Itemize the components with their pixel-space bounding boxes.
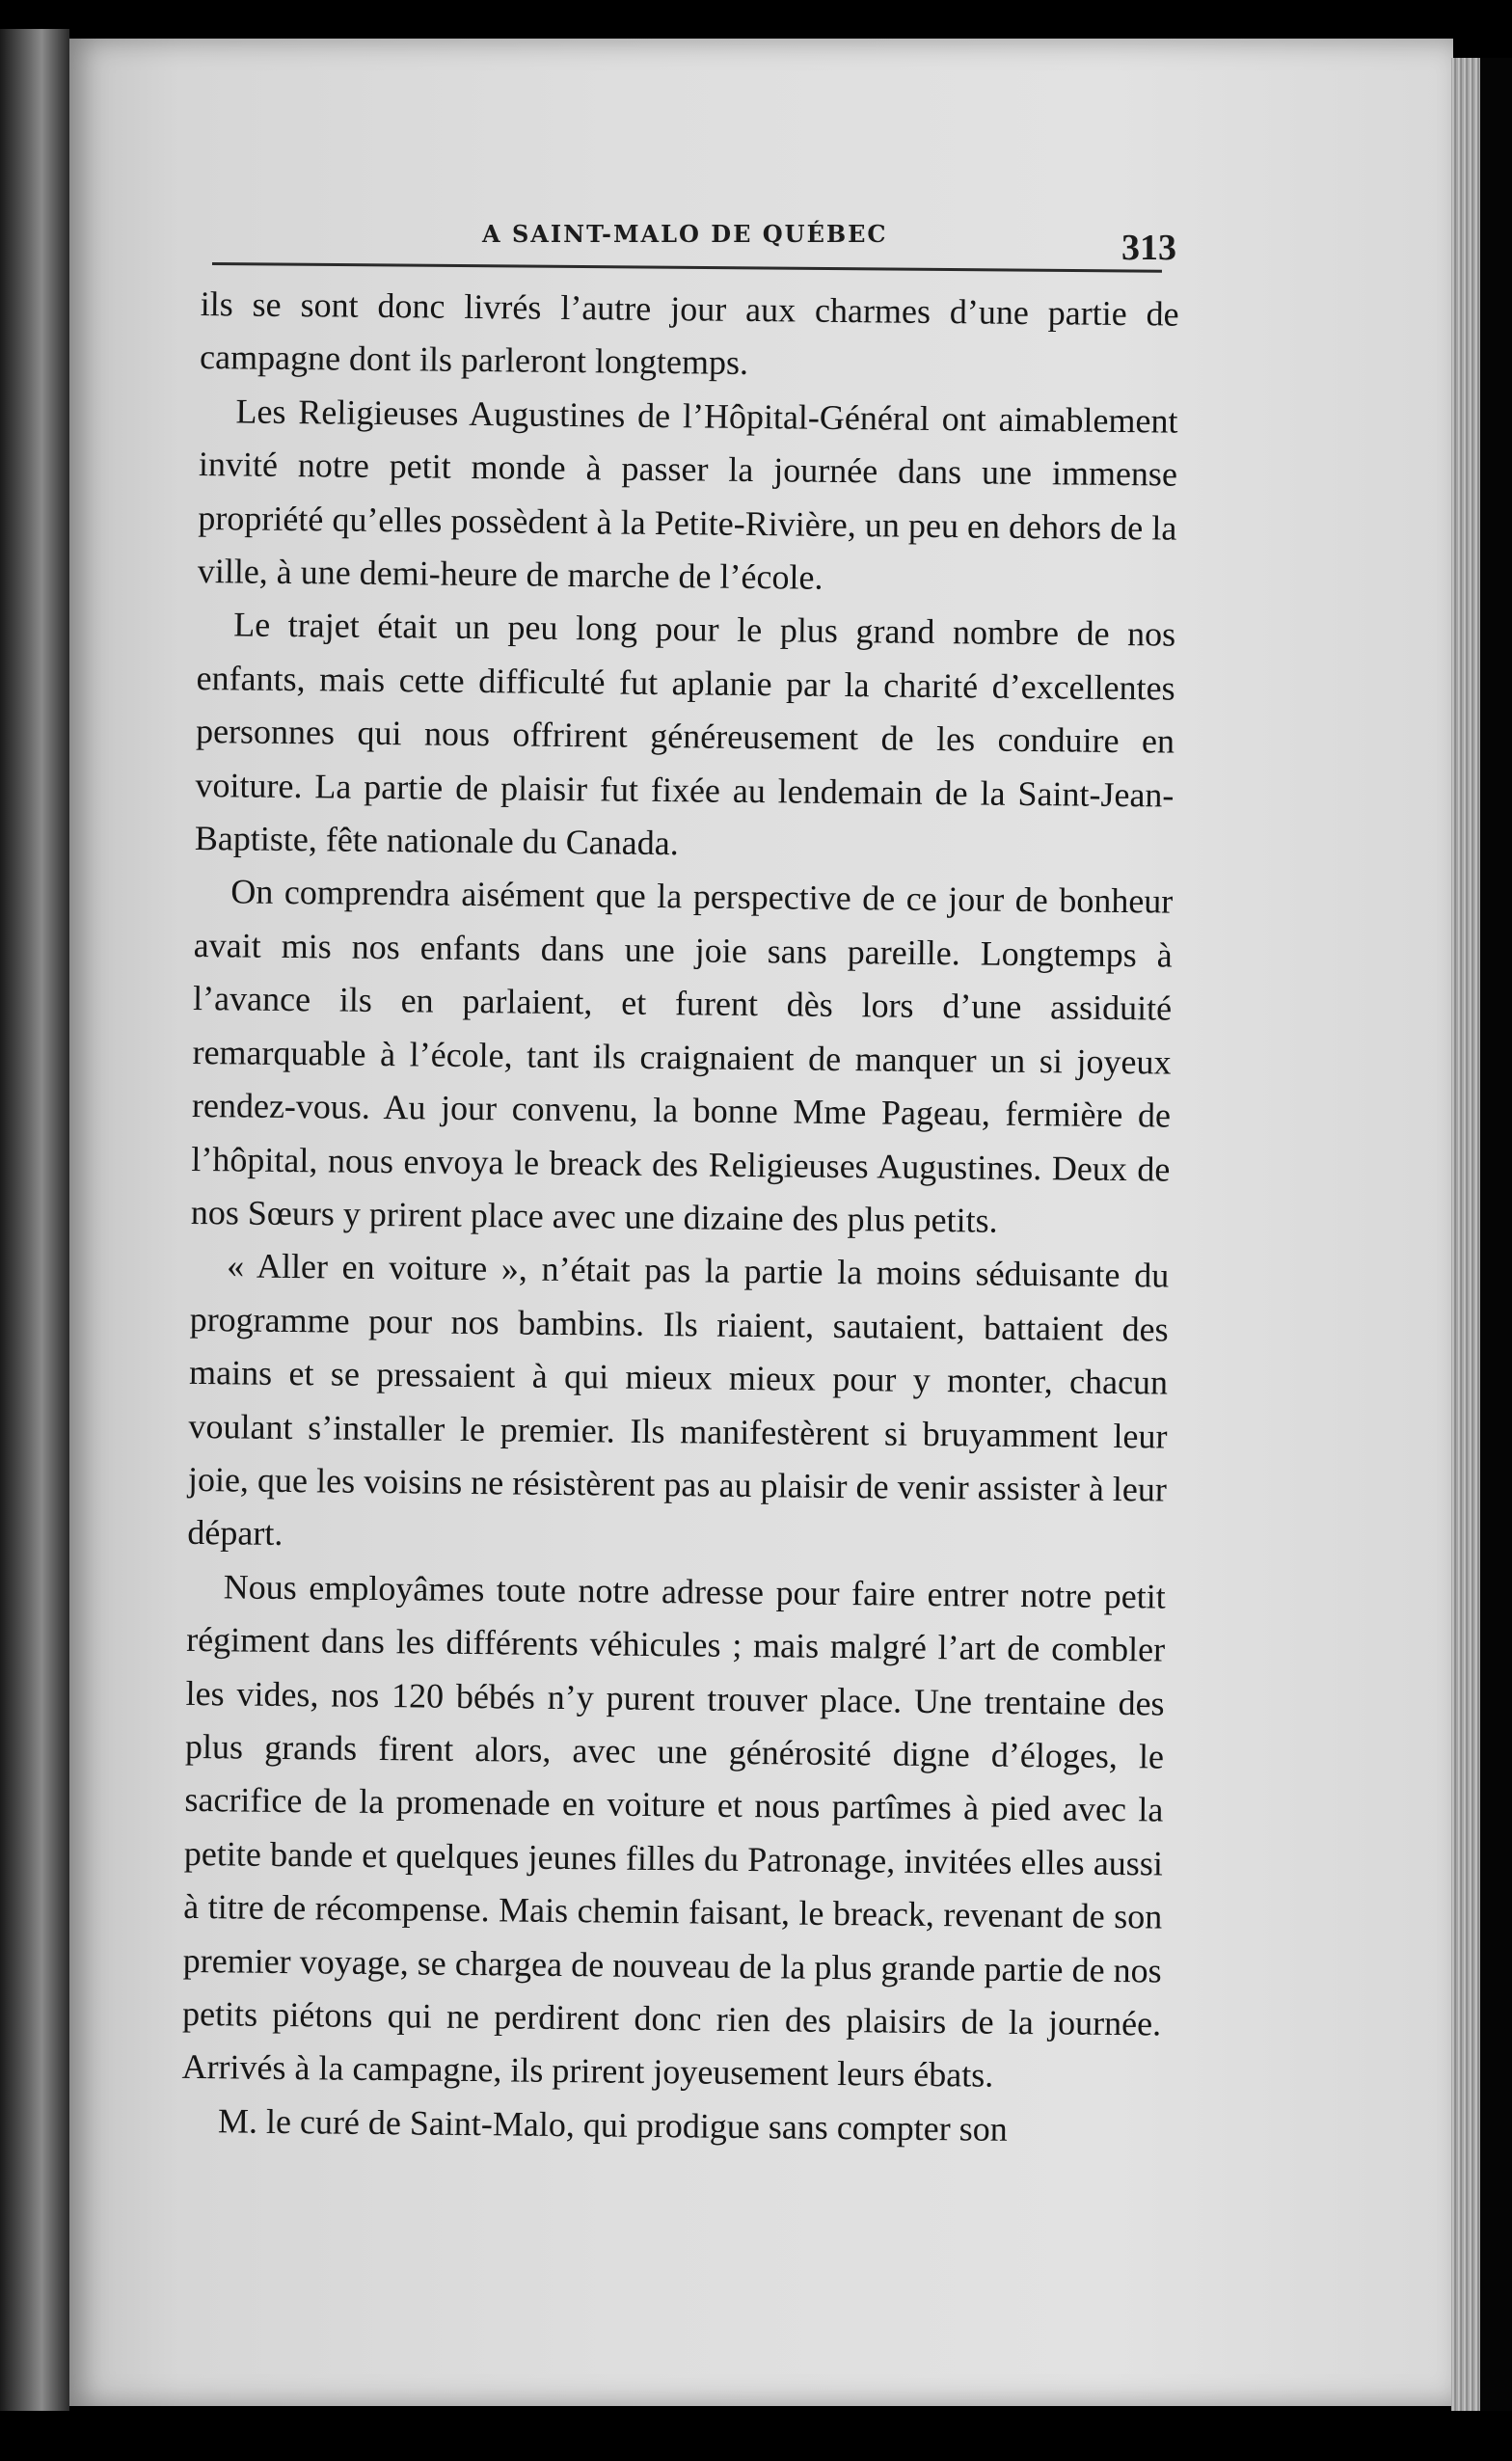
running-title: A SAINT-MALO DE QUÉBEC bbox=[482, 220, 888, 248]
paragraph: ils se sont donc livrés l’autre jour aux charmes d’une partie de campagne dont ils parleront longtemps. bbox=[199, 284, 1179, 383]
body-text bbox=[181, 278, 1179, 2158]
page-stack-edge bbox=[1451, 58, 1480, 2411]
paragraph: Le trajet était un peu long pour le plus grand nombre de nos enfants, mais cette difficulté fut aplanie par la charité d’excellentes personnes qui nous offrirent généreusement de les conduire en voiture. La partie de plaisir fut fixée au lendemain de la Saint-Jean-Baptiste, fête nationale du Canada. bbox=[194, 605, 1176, 863]
paragraph: On comprendra aisément que la perspective de ce jour de bonheur avait mis nos enfants dans une joie sans pareille. Longtemps à l’avance ils en parlaient, et furent dès lors d’une assiduité remarquable à l’école, tant ils craignaient de manquer un si joyeux rendez-vous. Au jour convenu, la bonne Mme Pageau, fermière de l’hôpital, nous envoya le breack des Religieuses Augustines. Deux de nos Sœurs y prirent place avec une dizaine des plus petits. bbox=[190, 872, 1174, 1240]
paragraph: « Aller en voiture », n’était pas la partie la moins séduisante du programme pour nos bambins. Ils riaient, sautaient, battaient des mains et se pressaient à qui mieux mieux pour y monter, chacun voulant s’installer le premier. Ils manifestèrent si bruyamment leur joie, que les voisins ne résistèrent pas au plaisir de venir assister à leur départ. bbox=[187, 1246, 1170, 1554]
page-number: 313 bbox=[1121, 228, 1176, 268]
facing-page-edge bbox=[0, 29, 69, 2411]
paragraph: Nous employâmes toute notre adresse pour faire entrer notre petit régiment dans les différents véhicules ; mais malgré l’art de combler les vides, nos 120 bébés n’y purent trouver place. Une trentaine des plus grands firent alors, avec une générosité digne d’éloges, le sacrifice de la promenade en voiture et nous partîmes à pied avec la petite bande et quelques jeunes filles du Patronage, invitées elles aussi à titre de récompense. Mais chemin faisant, le breack, revenant de son premier voyage, se chargea de nouveau de la plus grande partie de nos petits piétons qui ne perdirent donc rien des plaisirs de la journée. Arrivés à la campagne, ils prirent joyeusement leurs ébats. bbox=[181, 1567, 1166, 2096]
paragraph: M. le curé de Saint-Malo, qui prodigue sans compter son bbox=[217, 2101, 1008, 2149]
paragraph: Les Religieuses Augustines de l’Hôpital-Général ont aimablement invité notre petit monde à passer la journée dans une immense propriété qu’elles possèdent à la Petite-Rivière, un peu en dehors de la ville, à une demi-heure de marche de l’école. bbox=[197, 392, 1178, 597]
page-stack-shadow bbox=[1480, 58, 1512, 2411]
